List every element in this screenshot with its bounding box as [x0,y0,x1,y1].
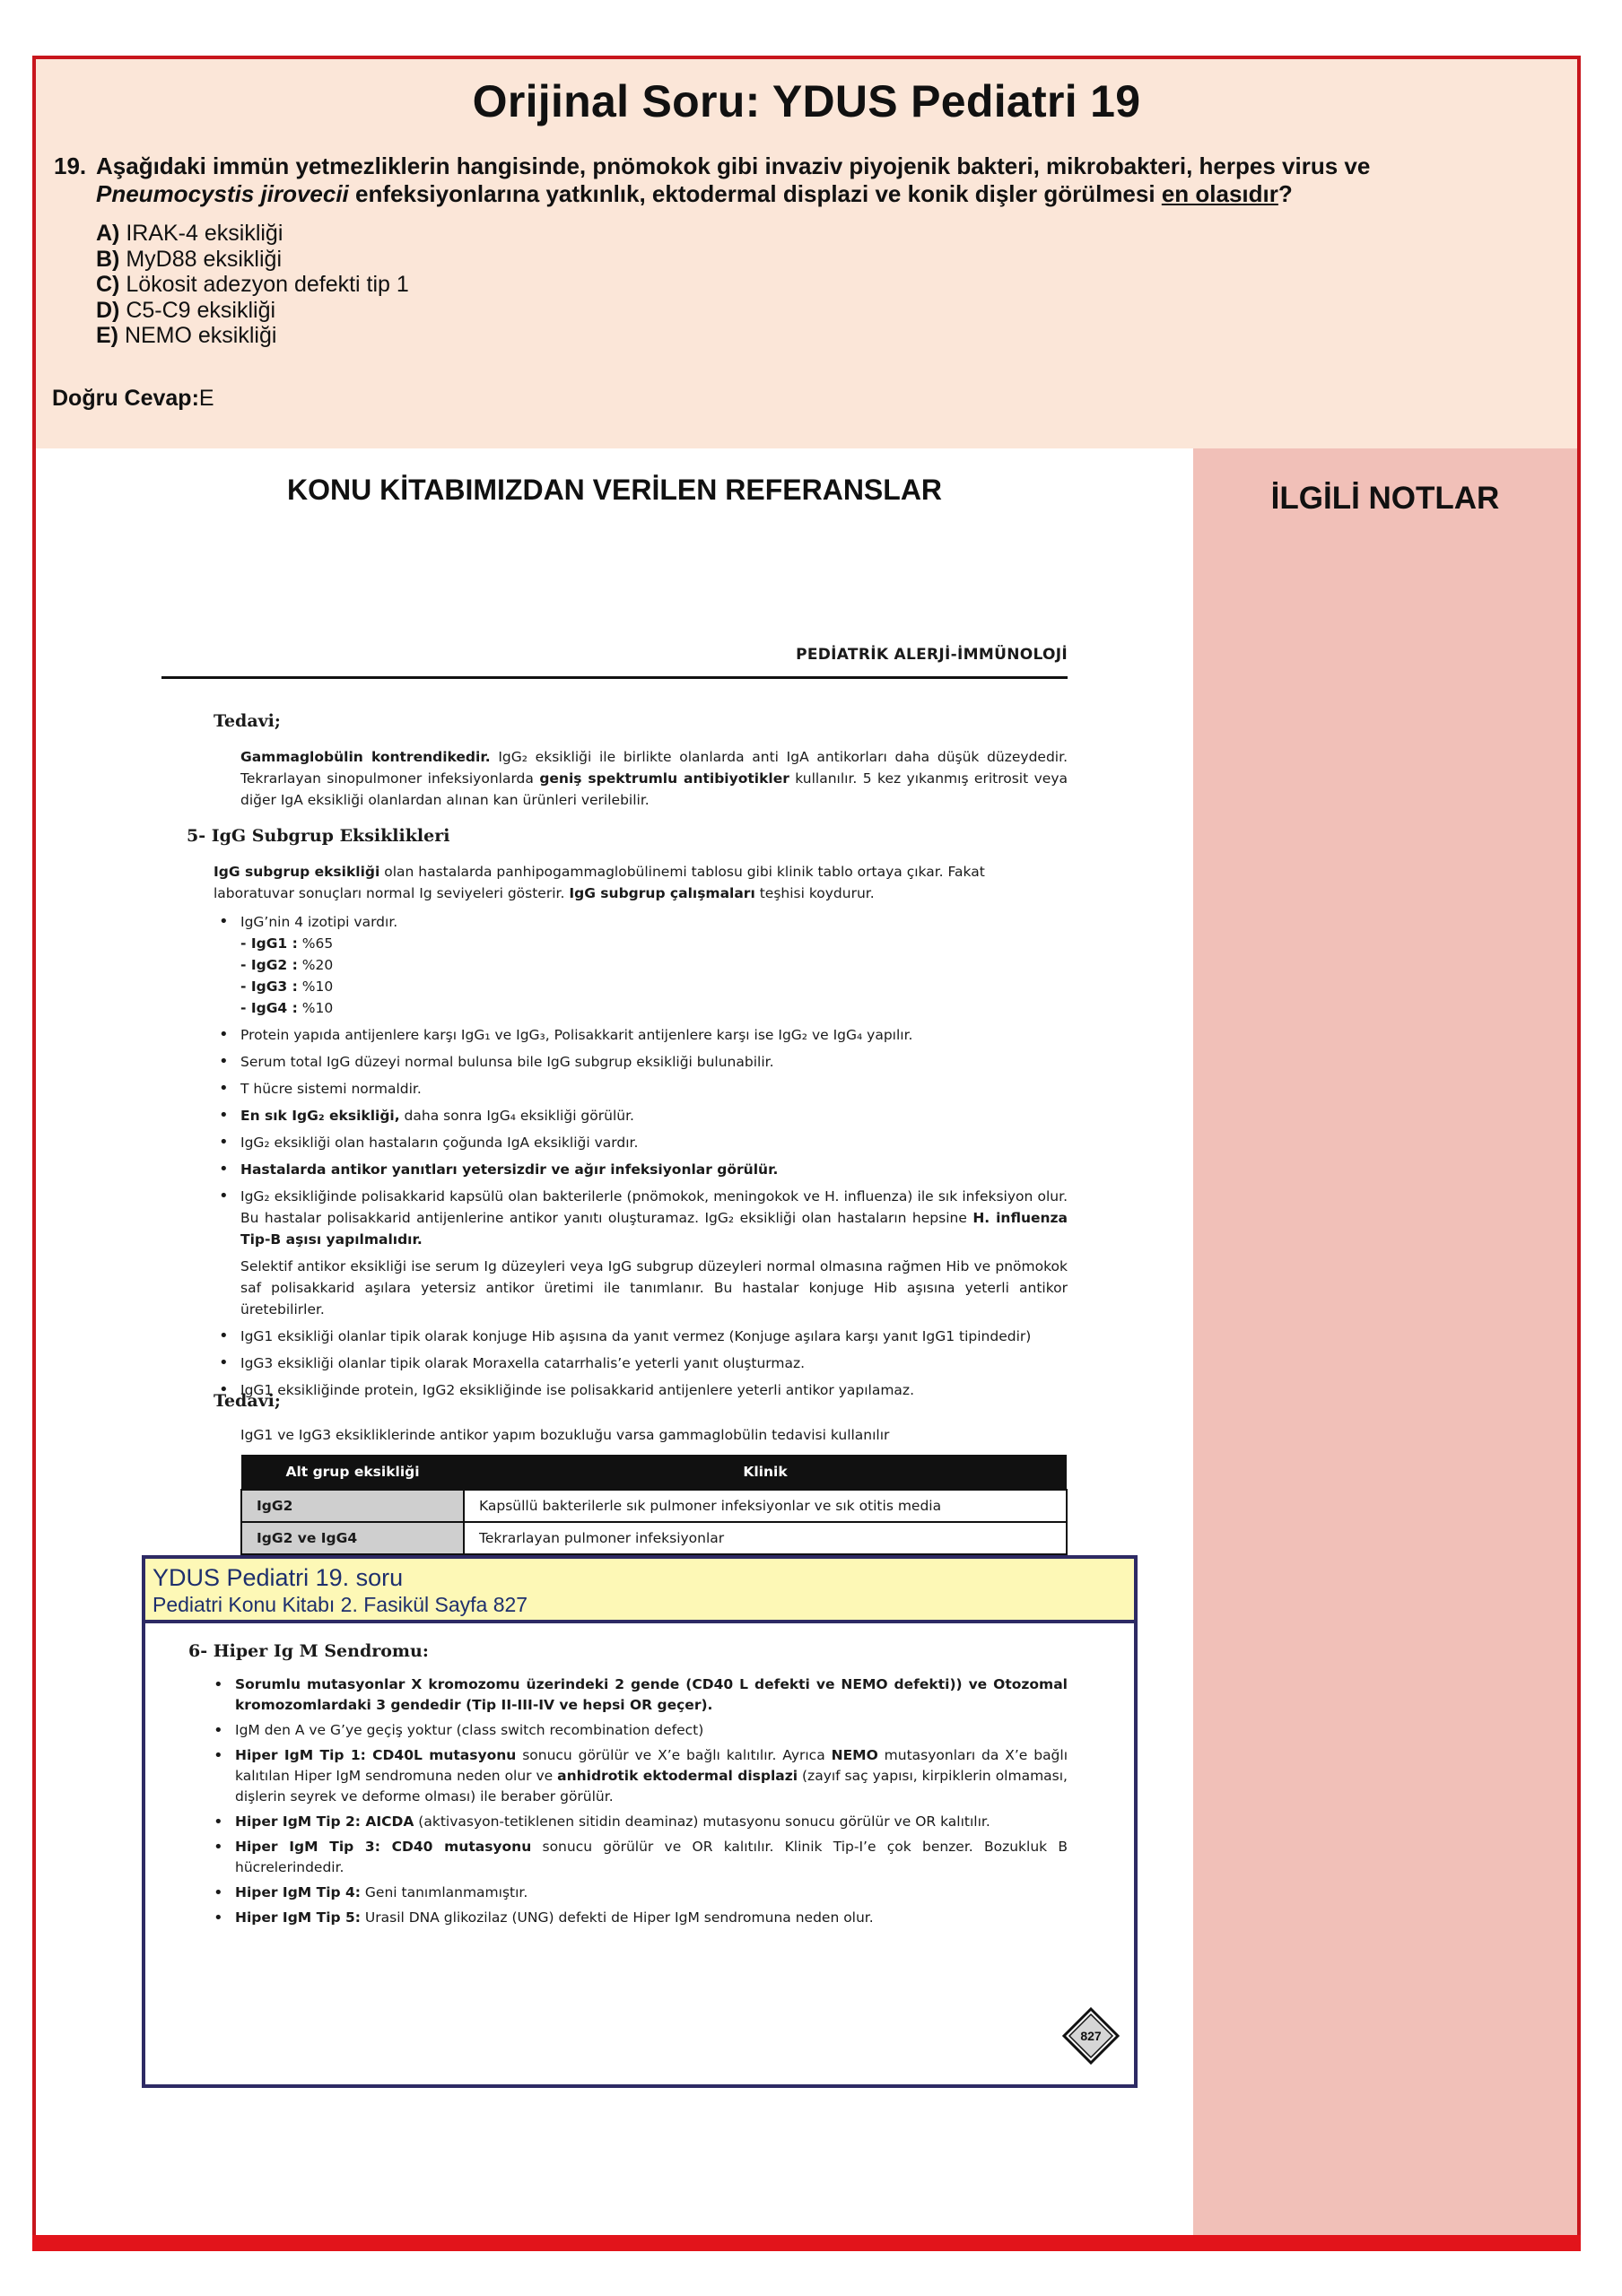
list-item: • Hiper IgM Tip 5: Urasil DNA glikozilaz (UNG) defekti de Hiper IgM sendromuna neden olur. [206,1908,1068,1928]
table-cell: IgG2 [241,1490,464,1522]
list-item: • Hastalarda antikor yanıtları yetersizdir ve ağır infeksiyonlar görülür. [214,1159,1068,1180]
table-cell: Kapsüllü bakterilerle sık pulmoner infeksiyonlar ve sık otitis media [464,1490,1067,1522]
option-e: E) NEMO eksikliği [96,323,277,348]
list-item: • Serum total IgG düzeyi normal bulunsa bile IgG subgrup eksikliği bulunabilir. [214,1051,1068,1073]
hiper-igm-section [188,1641,1068,1933]
answer-options [96,221,409,349]
table-row [241,1490,1067,1522]
igg-subgroup-heading: 5- IgG Subgrup Eksiklikleri [187,826,450,846]
question-title: Orijinal Soru: YDUS Pediatri 19 [472,76,1141,126]
reference-overlay [142,1555,1138,2088]
igg-subgroup-paragraph: IgG subgrup eksikliği olan hastalarda panhipogammaglobülinemi tablosu gibi klinik tablo ortaya çıkar. Fakat laboratuvar sonuçları normal Ig seviyeleri gösterir. IgG subgrup çalışmaları teşhisi koydurur. [214,864,985,901]
list-item: • Hiper IgM Tip 4: Geni tanımlanmamıştır. [206,1883,1068,1903]
isotype-item: - IgG2 : %20 [240,957,334,973]
correct-answer: Doğru Cevap:E [52,386,214,411]
list-item: • IgM den A ve G’ye geçiş yoktur (class switch recombination defect) [206,1720,1068,1741]
list-item: • IgG1 eksikliğinde protein, IgG2 eksikliğinde ise polisakkarid antijenlere yeterli antikor yapılamaz. [214,1379,1068,1401]
tedavi-text-2: IgG1 ve IgG3 eksikliklerinde antikor yapım bozukluğu varsa gammaglobülin tedavisi kullanılır [240,1427,890,1443]
list-item: • Sorumlu mutasyonlar X kromozomu üzerindeki 2 gende (CD40 L defekti ve NEMO defekti)) ve Otozomal kromozomlardaki 3 gendedir (Tip II-III-IV ve hepsi OR geçer). [206,1674,1068,1716]
overlay-header [145,1559,1134,1623]
option-a: A) IRAK-4 eksikliği [96,221,283,246]
list-item: • Protein yapıda antijenlere karşı IgG₁ ve IgG₃, Polisakkarit antijenlere karşı ise IgG₂ ve IgG₄ yapılır. [214,1024,1068,1046]
list-item: • IgG3 eksikliği olanlar tipik olarak Moraxella catarrhalis’e yeterli yanıt oluşturmaz. [214,1352,1068,1374]
table-header: Klinik [464,1455,1067,1490]
question-panel [36,59,1577,448]
isotype-item: - IgG4 : %10 [240,1000,334,1016]
question-text: Aşağıdaki immün yetmezliklerin hangisinde, pnömokok gibi invaziv piyojenik bakteri, mikrobakteri, herpes virus ve Pneumocystis jirovecii enfeksiyonlarına yatkınlık, ektodermal displazi ve konik dişler görülmesi en olasıdır? [96,152,1371,207]
list-item: • IgG₂ eksikliğinde polisakkarid kapsülü olan bakterilerle (pnömokok, meningokok ve H. influenza) ile sık infeksiyon olur. Bu hastalar polisakkarid antijenlerine antikor yanıtı oluşturamaz. IgG₂ eksikliği olan hastaların hepsine H. influenza Tip-B aşısı yapılmalıdır. [214,1186,1068,1250]
list-item: • T hücre sistemi normaldir. [214,1078,1068,1100]
list-item: • Hiper IgM Tip 3: CD40 mutasyonu sonucu görülür ve OR kalıtılır. Klinik Tip-I’e çok benzer. Bozukluk B hücrelerindedir. [206,1837,1068,1878]
table-cell: IgG2 ve IgG4 [241,1522,464,1554]
overlay-title: YDUS Pediatri 19. soru [153,1564,404,1591]
bottom-bar [32,2235,1581,2251]
book-section-head: PEDİATRİK ALERJİ-İMMÜNOLOJİ [796,646,1068,664]
page-number-badge [1062,2007,1120,2065]
table-header: Alt grup eksikliği [241,1455,464,1490]
table-cell: Tekrarlayan pulmoner infeksiyonlar [464,1522,1067,1554]
option-d: D) C5-C9 eksikliği [96,297,276,323]
question-number: 19. [54,152,87,179]
table-row [241,1522,1067,1554]
list-item: • Hiper IgM Tip 1: CD40L mutasyonu sonucu görülür ve X’e bağlı kalıtılır. Ayrıca NEMO mutasyonları da X’e bağlı kalıtılan Hiper IgM sendromuna neden olur ve anhidrotik ektodermal displazi (zayıf saç yapısı, kirpiklerin olmaması, dişlerin seyrek ve deforme olması) ile beraber görülür. [206,1745,1068,1807]
selektif-note: Selektif antikor eksikliği ise serum Ig düzeyleri veya IgG subgrup düzeyleri normal olmasına rağmen Hib ve pnömokok saf polisakkarid aşılara yetersiz antikor üretimi ile tanımlanır. Bu hastalar konjuge Hib aşısına yeterli antikor üretebilirler. [240,1258,1068,1318]
overlay-subtitle: Pediatri Konu Kitabı 2. Fasikül Sayfa 827 [153,1593,528,1616]
option-b: B) MyD88 eksikliği [96,246,282,272]
igg-subgroup-table [240,1455,1068,1555]
list-item: • IgG’nin 4 izotipi vardır. - IgG1 : %65 - IgG2 : %20 - IgG3 : %10 - IgG4 : %10 [214,911,1068,1019]
tedavi-paragraph: Gammaglobülin kontrendikedir. IgG₂ eksikliği ile birlikte olanlarda anti IgA antikorları daha düşük düzeydedir. Tekrarlayan sinopulmoner infeksiyonlarda geniş spektrumlu antibiyotikler kullanılır. 5 kez yıkanmış eritrosit veya diğer IgA eksikliği olanlardan alınan kan ürünleri verilebilir. [240,749,1068,808]
page-number: 827 [1080,2029,1102,2043]
references-heading: KONU KİTABIMIZDAN VERİLEN REFERANSLAR [286,474,943,506]
notes-panel [1193,448,1577,2235]
list-item: • Hiper IgM Tip 2: AICDA (aktivasyon-tetiklenen sitidin deaminaz) mutasyonu sonucu görülür ve OR kalıtılır. [206,1812,1068,1832]
notes-heading: İLGİLİ NOTLAR [1270,481,1500,516]
table-header-row [241,1455,1067,1490]
option-c: C) Lökosit adezyon defekti tip 1 [96,272,409,297]
igg-subgroup-list [214,911,1068,1406]
isotype-list [240,933,1068,1019]
hiper-igm-list [206,1674,1068,1928]
isotype-item: - IgG1 : %65 [240,935,334,952]
list-item: • IgG1 eksikliği olanlar tipik olarak konjuge Hib aşısına da yanıt vermez (Konjuge aşılara karşı yanıt IgG1 tipindedir) [214,1326,1068,1347]
tedavi-heading: Tedavi; [214,711,281,731]
isotype-item: - IgG3 : %10 [240,978,334,995]
tedavi-heading-2: Tedavi; [214,1391,281,1411]
list-item: • En sık IgG₂ eksikliği, daha sonra IgG₄ eksikliği görülür. [214,1105,1068,1126]
hiper-igm-heading: 6- Hiper Ig M Sendromu: [188,1641,429,1661]
divider [161,676,1068,679]
list-item: • IgG₂ eksikliği olan hastaların çoğunda IgA eksikliği vardır. [214,1132,1068,1153]
